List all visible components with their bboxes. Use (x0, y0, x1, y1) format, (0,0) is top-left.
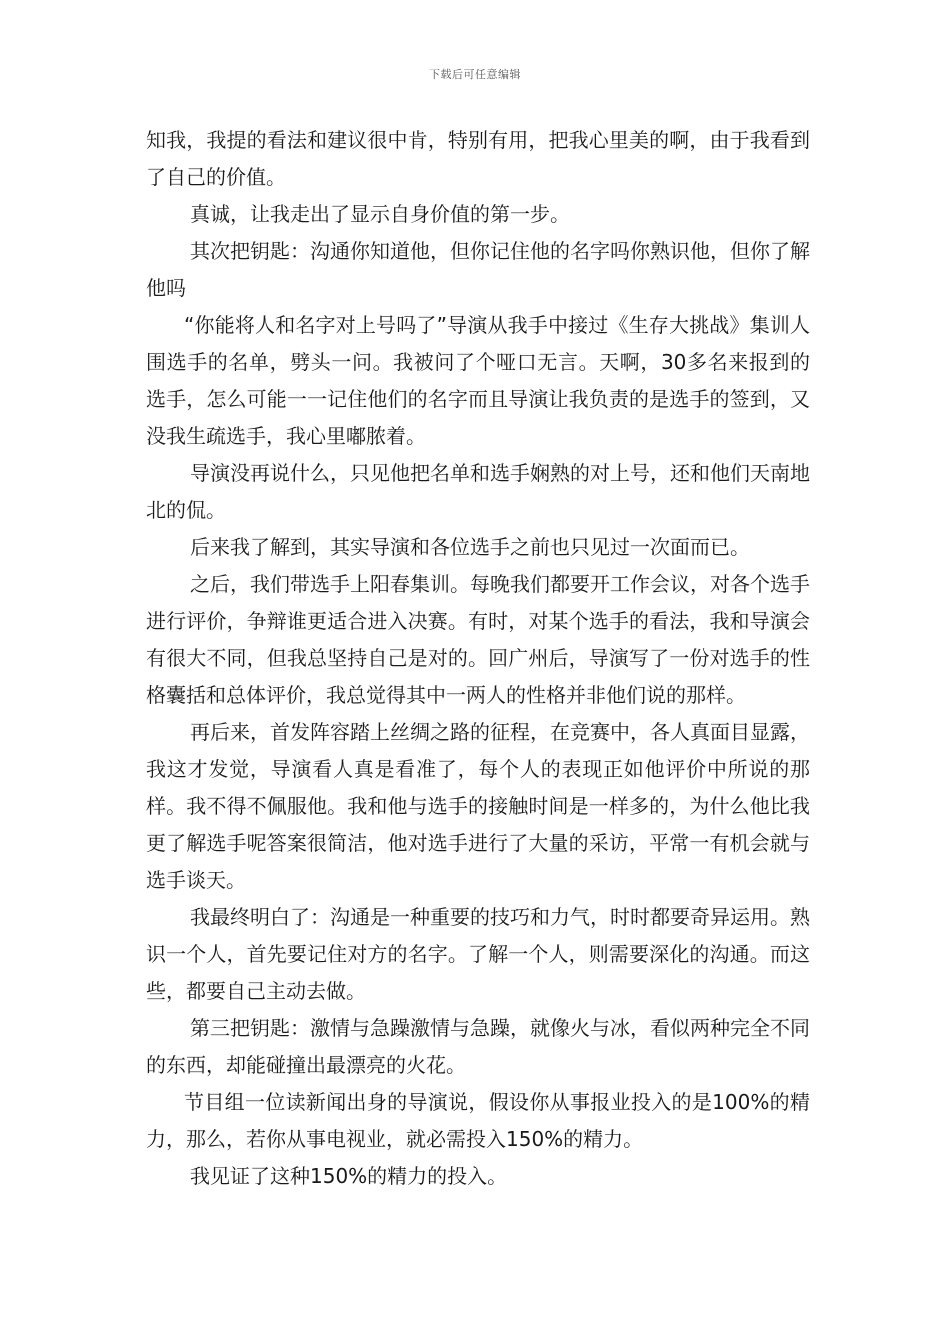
paragraph: 再后来，首发阵容踏上丝绸之路的征程，在竞赛中，各人真面目显露，我这才发觉，导演看人真是看准了，每个人的表现正如他评价中所说的那样。我不得不佩服他。我和他与选手的接触时间是一样多的，为什么他比我更了解选手呢答案很简洁，他对选手进行了大量的采访，平常一有机会就与选手谈天。 (146, 720, 810, 892)
paragraph: 知我，我提的看法和建议很中肯，特别有用，把我心里美的啊，由于我看到了自己的价值。 (146, 128, 810, 189)
paragraph: 我见证了这种150%的精力的投入。 (190, 1164, 508, 1188)
paragraph: 真诚，让我走出了显示自身价值的第一步。 (190, 202, 570, 226)
paragraph: 节目组一位读新闻出身的导演说，假设你从事报业投入的是100%的精力，那么，若你从事电视业，就必需投入150%的精力。 (146, 1090, 810, 1151)
paragraph: 后来我了解到，其实导演和各位选手之前也只见过一次面而已。 (190, 535, 750, 559)
paragraph: 之后，我们带选手上阳春集训。每晚我们都要开工作会议，对各个选手进行评价，争辩谁更适合进入决赛。有时，对某个选手的看法，我和导演会有很大不同，但我总坚持自己是对的。回广州后，导演写了一份对选手的性格囊括和总体评价，我总觉得其中一两人的性格并非他们说的那样。 (146, 572, 810, 707)
page-header: 下载后可任意编辑 (429, 68, 521, 81)
paragraph: “你能将人和名字对上号吗了”导演从我手中接过《生存大挑战》集训人围选手的名单，劈头一问。我被问了个哑口无言。天啊，30多名来报到的选手，怎么可能一一记住他们的名字而且导演让我负责的是选手的签到，又没我生疏选手，我心里嘟脓着。 (146, 313, 810, 448)
document-body (146, 122, 810, 1195)
paragraph: 我最终明白了：沟通是一种重要的技巧和力气，时时都要奇异运用。熟识一个人，首先要记住对方的名字。了解一个人，则需要深化的沟通。而这些，都要自己主动去做。 (146, 905, 810, 1003)
paragraph: 第三把钥匙：激情与急躁激情与急躁，就像火与冰，看似两种完全不同的东西，却能碰撞出最漂亮的火花。 (146, 1016, 810, 1077)
paragraph: 其次把钥匙：沟通你知道他，但你记住他的名字吗你熟识他，但你了解他吗 (146, 239, 810, 300)
paragraph: 导演没再说什么，只见他把名单和选手娴熟的对上号，还和他们天南地北的侃。 (146, 461, 810, 522)
